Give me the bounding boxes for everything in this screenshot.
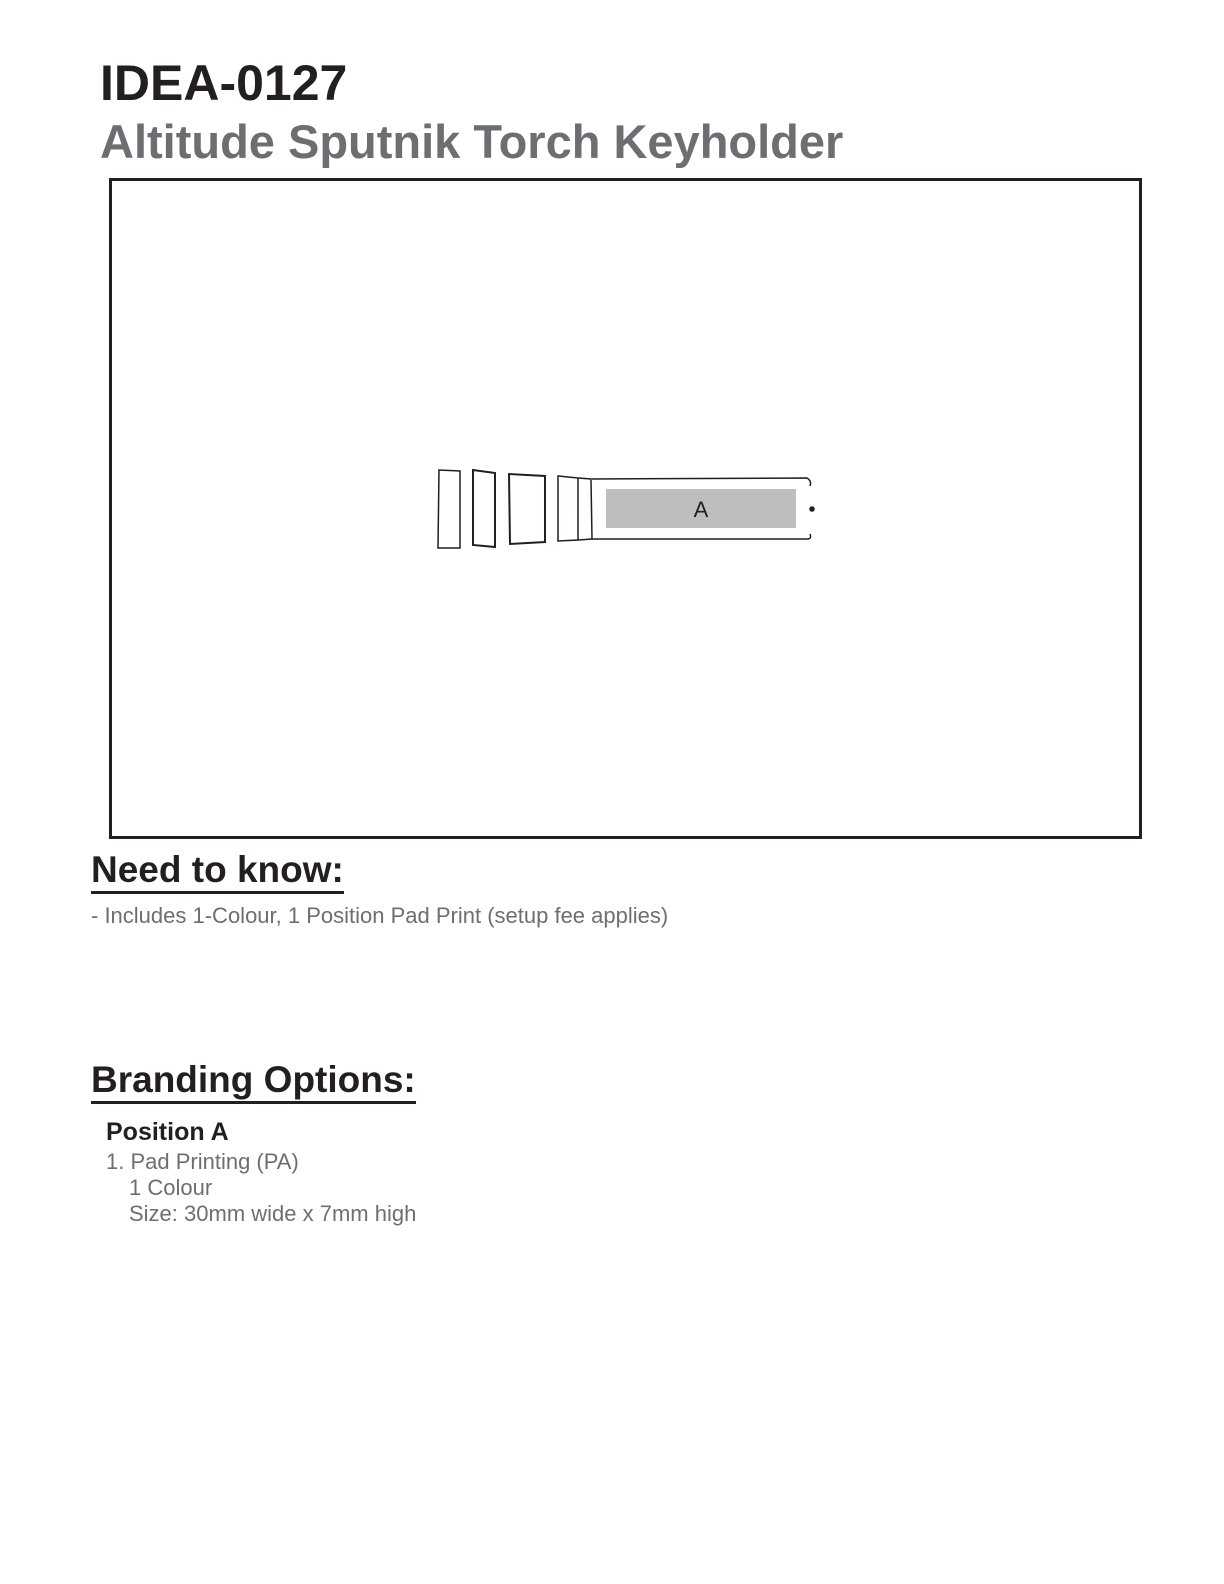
product-image-frame: [109, 178, 1142, 839]
torch-keyholder-illustration: [112, 181, 1139, 836]
branding-colours: 1 Colour: [129, 1175, 213, 1200]
position-title: Position A: [106, 1118, 229, 1146]
product-name: Altitude Sputnik Torch Keyholder: [100, 115, 844, 168]
torch-head-ring-3: [509, 474, 545, 544]
branding-method: 1. Pad Printing (PA): [106, 1149, 299, 1174]
torch-head-ring-2: [473, 470, 495, 547]
torch-head-ring-4: [558, 476, 578, 541]
key-ring-hole: [810, 507, 814, 511]
torch-body: [578, 478, 592, 540]
branding-options-heading: Branding Options:: [91, 1061, 416, 1104]
torch-head-ring-1: [438, 470, 460, 548]
need-to-know-heading: Need to know:: [91, 851, 344, 894]
print-area-label: A: [693, 497, 709, 522]
need-to-know-item: - Includes 1-Colour, 1 Position Pad Print (setup fee applies): [91, 903, 669, 928]
product-code: IDEA-0127: [100, 55, 348, 111]
branding-size: Size: 30mm wide x 7mm high: [129, 1201, 417, 1226]
